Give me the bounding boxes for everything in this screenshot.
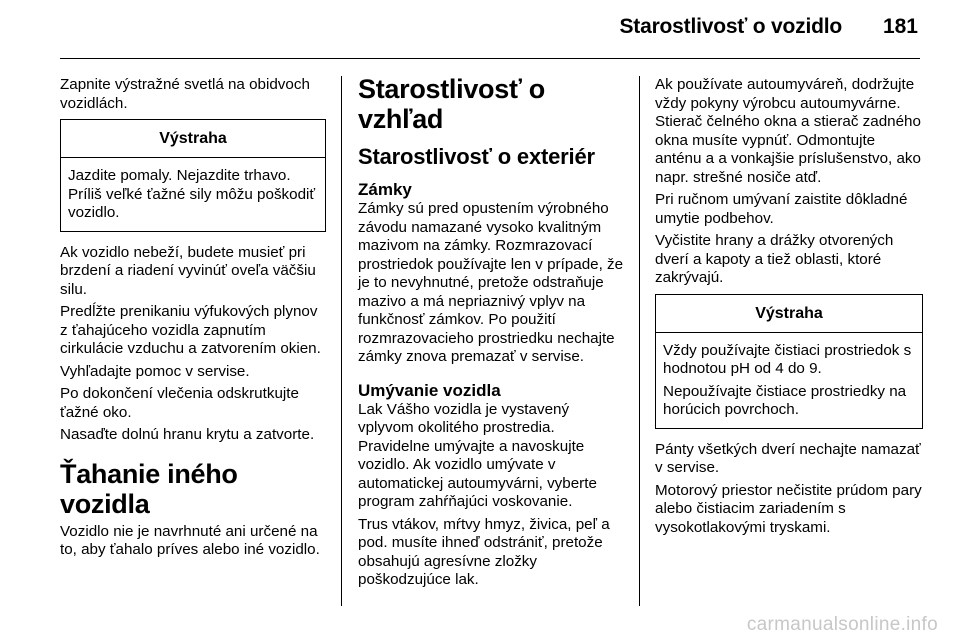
column-divider-2: [639, 76, 640, 606]
heading-locks: Zámky: [358, 180, 412, 199]
column-2: [358, 76, 626, 594]
paragraph-exhaust: Predĺžte prenikaniu výfukových plynov z ťahajúceho vozidla zapnutím cirkulácie vzduchu a zatvorením okien.: [60, 303, 321, 357]
paragraph-service: Vyhľadajte pomoc v servise.: [60, 362, 250, 380]
heading-exterior-care: Starostlivosť o exteriér: [358, 144, 595, 169]
paragraph-door-hinges: Pánty všetkých dverí nechajte namazať v servise.: [655, 440, 921, 476]
column-3: [655, 76, 923, 541]
paragraph-car-wash: Ak používate autoumyváreň, dodržujte vždy pokyny výrobcu autoumyvárne. Stierač čelného okna a stierač zadného okna musíte vypnúť. Odmontujte anténu a a vonkajšie príslušenstvo, ako napr. strešné nosiče atď.: [655, 76, 921, 186]
paragraph-not-designed: Vozidlo nie je navrhnuté ani určené na to, aby ťahalo príves alebo iné vozidlo.: [60, 522, 320, 558]
heading-towing-other: Ťahanie iného vozidla: [60, 458, 238, 519]
paragraph-engine-bay: Motorový priestor nečistite prúdom pary alebo čistiacim zariadením s vysokotlakovými tryskami.: [655, 481, 922, 536]
column-divider-1: [341, 76, 342, 606]
paragraph-washing: Lak Vášho vozidla je vystavený vplyvom okolitého prostredia. Pravidelne umývajte a navoskujte vozidlo. Ak vozidlo umývate v automatickej autoumyvárni, vyberte program zahŕňajúci voskovanie.: [358, 400, 597, 510]
warning-title: Výstraha: [61, 120, 325, 158]
paragraph-hazard-lights: Zapnite výstražné svetlá na obidvoch vozidlách.: [60, 76, 310, 112]
paragraph-cover: Nasaďte dolnú hranu krytu a zatvorte.: [60, 426, 315, 443]
warning-text: Jazdite pomaly. Nejazdite trhavo. Príliš veľké ťažné sily môžu poškodiť vozidlo.: [68, 167, 316, 221]
warning-box: [655, 294, 923, 429]
warning-box: [60, 119, 326, 232]
warning-text-hot: Nepoužívajte čistiace prostriedky na horúcich povrchoch.: [663, 382, 907, 418]
header-title: Starostlivosť o vozidlo: [619, 15, 842, 38]
heading-washing: Umývanie vozidla: [358, 380, 501, 400]
paragraph-wheel-arches: Pri ručnom umývaní zaistite dôkladné umytie podbehov.: [655, 191, 908, 227]
paragraph-locks: Zámky sú pred opustením výrobného závodu namazané vysoko kvalitným mazivom na zámky. Rozmrazovací prostriedok používajte len v prípade, že je to nevyhnutné, pretože odstraňuje mazivo a má nepriaznivý vplyv na funkčnosť zámkov. Po použití rozmrazovacieho prostriedku nechajte zámky znova premazať v servise.: [358, 200, 624, 365]
paragraph-door-edges: Vyčistite hrany a drážky otvorených dverí a kapoty a tiež oblasti, ktoré zakrývajú.: [655, 232, 894, 286]
heading-appearance-care: Starostlivosť o vzhľad: [358, 74, 545, 134]
paragraph-engine-off: Ak vozidlo nebeží, budete musieť pri brzdení a riadení vyvinúť oveľa väčšiu silu.: [60, 243, 316, 298]
paragraph-bird-droppings: Trus vtákov, mŕtvy hmyz, živica, peľ a pod. musíte ihneď odstrániť, pretože obsahujú agresívne zložky poškodzujúce lak.: [358, 515, 610, 588]
watermark: carmanualsonline.info: [746, 614, 938, 635]
column-1: [60, 76, 326, 564]
page-header: [60, 0, 920, 59]
page-number: 181: [882, 15, 918, 38]
paragraph-towing-eye: Po dokončení vlečenia odskrutkujte ťažné oko.: [60, 385, 299, 421]
warning-text-ph: Vždy používajte čistiaci prostriedok s hodnotou pH od 4 do 9.: [663, 341, 912, 377]
warning-title: Výstraha: [656, 295, 922, 333]
